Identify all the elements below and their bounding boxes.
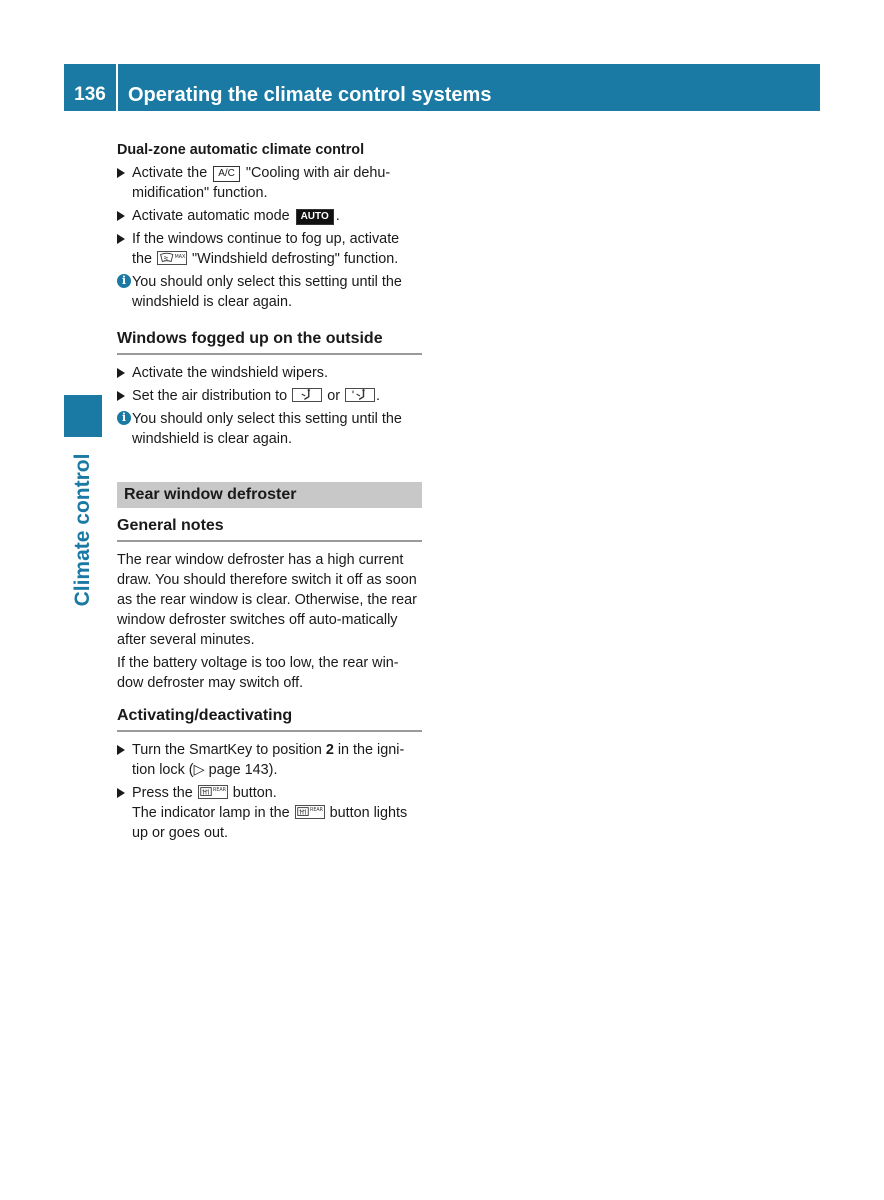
bullet-icon bbox=[117, 211, 125, 221]
svg-text:MAX: MAX bbox=[174, 255, 186, 260]
section-bar-rear-defroster: Rear window defroster bbox=[117, 482, 422, 508]
list-item: Activate automatic mode AUTO . bbox=[117, 206, 422, 226]
info-note: i You should only select this setting until the windshield is clear again. bbox=[117, 409, 422, 449]
list-item: Press the REAR button. The indicator lamp in the REAR button lights up or goes out. bbox=[117, 783, 422, 843]
info-icon: i bbox=[117, 411, 131, 425]
info-icon: i bbox=[117, 274, 131, 288]
bullet-icon bbox=[117, 368, 125, 378]
bullet-icon bbox=[117, 168, 125, 178]
bullet-icon bbox=[117, 234, 125, 244]
rear-window-defroster-icon bbox=[295, 805, 325, 819]
rear-window-defroster-icon bbox=[198, 785, 228, 799]
bullet-icon bbox=[117, 391, 125, 401]
side-tab bbox=[64, 445, 102, 615]
page-title: Operating the climate control systems bbox=[128, 84, 492, 106]
auto-key-icon: AUTO bbox=[296, 209, 334, 225]
page-number: 136 bbox=[74, 84, 106, 105]
section-heading-dual-zone: Dual-zone automatic climate control bbox=[117, 142, 365, 158]
list-item: If the windows continue to fog up, activate the MAX "Windshield defrosting" function. bbox=[117, 229, 422, 269]
list-item: Turn the SmartKey to position 2 in the igni-tion lock (▷ page 143). bbox=[117, 740, 422, 780]
main-content bbox=[117, 140, 422, 846]
windshield-defrost-max-icon bbox=[157, 251, 187, 265]
list-item: Set the air distribution to or . bbox=[117, 386, 422, 406]
list-item: Activate the windshield wipers. bbox=[117, 363, 422, 383]
air-distribution-footwell-icon bbox=[292, 388, 322, 402]
list-item: Activate the A/C "Cooling with air dehu-midification" function. bbox=[117, 163, 422, 203]
ac-key-icon: A/C bbox=[213, 166, 240, 182]
svg-text:REAR: REAR bbox=[212, 788, 226, 794]
section-heading-fogged-outside: Windows fogged up on the outside bbox=[117, 329, 422, 355]
header-divider bbox=[116, 64, 118, 111]
info-note: i You should only select this setting until the windshield is clear again. bbox=[117, 272, 422, 312]
air-distribution-windshield-footwell-icon bbox=[345, 388, 375, 402]
bullet-icon bbox=[117, 745, 125, 755]
side-tab-marker bbox=[64, 395, 102, 437]
section-heading-general-notes: General notes bbox=[117, 516, 422, 542]
paragraph: The rear window defroster has a high current draw. You should therefore switch it off as soon as the rear window is clear. Otherwise, the rear window defroster switches off auto-matically after several minutes. bbox=[117, 552, 417, 648]
side-tab-label: Climate control bbox=[71, 453, 94, 607]
svg-text:REAR: REAR bbox=[309, 808, 323, 814]
section-heading-activating: Activating/deactivating bbox=[117, 706, 422, 732]
page-header bbox=[64, 64, 820, 111]
paragraph: If the battery voltage is too low, the rear win-dow defroster may switch off. bbox=[117, 655, 399, 691]
bullet-icon bbox=[117, 788, 125, 798]
